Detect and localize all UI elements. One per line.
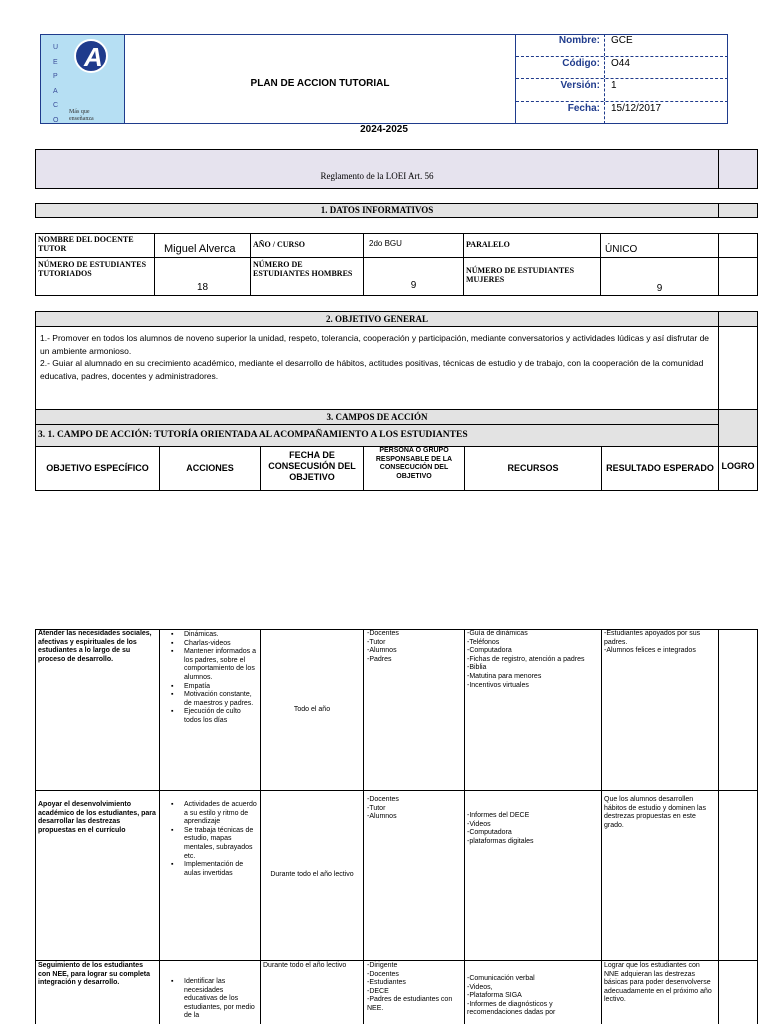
list-item: -Padres [367,655,392,663]
hombres-label: NÚMERO DE ESTUDIANTES HOMBRES [250,257,364,296]
table-row-acciones [159,960,261,1024]
column-header: PERSONA O GRUPO RESPONSABLE DE LA CONSECUCIÓN DEL OBJETIVO [363,446,465,491]
section3-side-cell [718,409,758,447]
tutorados-label: NÚMERO DE ESTUDIANTES TUTORIADOS [35,257,155,296]
list-item: -Docentes [367,970,399,978]
list-item: -Incentivos virtuales [467,681,529,689]
objetivo-general-box [35,326,719,410]
table-row-fecha: Durante todo el año lectivo [260,960,364,1024]
datos-side-cell [718,233,758,258]
list-item: -Comunicación verbal [467,975,535,982]
list-item: ▪ Actividades de acuerdo a su estilo y ritmo de aprendizaje [169,801,258,827]
table-row-recursos [464,960,602,1024]
meta-value: 1 [611,80,617,91]
logo-letter: C [53,102,59,109]
logo-letter: U [53,44,59,51]
list-item: ▪ Se trabaja técnicas de estudio, mapas mentales, subrayados etc. [169,827,258,861]
list-item: -Docentes [367,630,399,637]
table-row-acciones [159,790,261,961]
meta-label: Versión: [516,79,605,101]
table-row-acciones [159,629,261,791]
list-item: -plataformas digitales [467,837,534,845]
list-item: ▪ Mantener informados a los padres, sobre el comportamiento de los alumnos. [169,648,258,682]
table-row-objetivo: Apoyar el desenvolvimiento académico de los estudiantes, para desarrollar las destrezas propuestas en el currículo [35,790,160,961]
logo-letter: P [53,73,58,80]
list-item: -Fichas de registro, atención a padres [467,655,585,663]
section3-title: 3. CAMPOS DE ACCIÓN [35,409,719,425]
list-item: -Videos, [467,983,493,991]
list-item: -DECE [367,987,389,995]
list-item: -Estudiantes apoyados por sus padres. [604,630,701,646]
list-item: ▪ Dinámicas. [169,631,258,640]
list-item: -Estudiantes [367,979,406,987]
list-item: -Alumnos [367,813,397,821]
list-item: -Docentes [367,796,399,803]
column-header: RESULTADO ESPERADO [601,446,719,491]
paralelo-value: ÚNICO [600,233,719,258]
table-row-objetivo: Atender las necesidades sociales, afectivas y espirituales de los estudiantes a lo largo de su proceso de desarrollo. [35,629,160,791]
tutorados-value: 18 [154,257,251,296]
list-item: -Tutor [367,638,386,646]
table-row-responsables [363,960,465,1024]
regulation-side-cell [718,149,758,189]
table-row-recursos [464,790,602,961]
logo-letter: O [53,116,59,124]
school-logo [41,35,125,123]
table-row-responsables [363,790,465,961]
mujeres-label: NÚMERO DE ESTUDIANTES MUJERES [463,257,601,296]
list-item: -Alumnos [367,647,397,655]
logo-letters [53,41,58,128]
docente-value: Miguel Alverca [154,233,251,258]
list-item: -Computadora [467,647,512,655]
list-item: ▪ Charlas-videos [169,640,258,649]
section2-side-cell [718,326,758,410]
list-item: -Padres de estudiantes con NEE. [367,996,453,1012]
list-item: ▪ Empatía [169,683,258,692]
logo-emblem-icon: A [74,39,108,73]
plan-title: PLAN DE ACCION TUTORIAL [250,78,390,89]
meta-label: Fecha: [516,102,605,125]
column-header: OBJETIVO ESPECÍFICO [35,446,160,491]
table-row-fecha: Todo el año [260,629,364,791]
table-row-logro [718,960,758,1024]
list-item: Lograr que los estudiantes con NNE adquieran las destrezas básicas para poder desenvolverse adecuadamente en el próximo año lectivo. [604,962,712,1004]
logo-slogan: Más que enseñanza [69,109,94,122]
paralelo-label: PARALELO [463,233,601,258]
meta-label: Código: [516,57,605,79]
table-row-resultado [601,790,719,961]
list-item: -Plataforma SIGA [467,992,522,1000]
column-header: ACCIONES [159,446,261,491]
curso-label: AÑO / CURSO [250,233,364,258]
list-item: -Videos [467,820,491,828]
list-item: ▪ Identificar las necesidades educativas de los estudiantes, por medio de la [169,978,258,1021]
meta-row [516,102,728,125]
column-header: LOGRO [718,446,758,491]
meta-row [516,34,728,57]
mujeres-value: 9 [600,257,719,296]
list-item: -Dirigente [367,962,398,969]
datos-side-cell [718,257,758,296]
logo-letter: E [53,58,58,66]
docente-label: NOMBRE DEL DOCENTE TUTOR [35,233,155,258]
table-row-logro [718,790,758,961]
list-item: -Tutor [367,804,386,812]
list-item: ▪ Implementación de aulas invertidas [169,861,258,878]
list-item: -Biblia [467,664,487,672]
table-row-fecha: Durante todo el año lectivo [260,790,364,961]
table-row-resultado [601,629,719,791]
list-item: -Guía de dinámicas [467,630,528,637]
list-item: -Informes del DECE [467,812,530,819]
hombres-value: 9 [363,257,464,296]
document-meta [515,34,728,124]
school-year: 2024-2025 [360,124,408,135]
list-item: ▪ Motivación constante, de maestros y padres. [169,691,258,708]
section1-side-cell [718,203,758,218]
column-header: RECURSOS [464,446,602,491]
list-item: -Teléfonos [467,638,500,646]
section3-subtitle: 3. 1. CAMPO DE ACCIÓN: TUTORÍA ORIENTADA AL ACOMPAÑAMIENTO A LOS ESTUDIANTES [35,424,719,447]
table-row-logro [718,629,758,791]
table-row-responsables [363,629,465,791]
list-item: -Alumnos felices e integrados [604,647,696,655]
column-header: FECHA DE CONSECUSIÓN DEL OBJETIVO [260,446,364,491]
curso-value: 2do BGU [363,233,464,258]
meta-value: GCE [611,35,633,46]
list-item: Que los alumnos desarrollen hábitos de estudio y dominen las destrezas propuestas en este grado. [604,796,706,829]
meta-value: 15/12/2017 [611,102,662,114]
logo-letter: A [53,87,58,95]
table-row-resultado [601,960,719,1024]
meta-label: Nombre: [516,34,605,56]
meta-value: O44 [611,57,630,69]
section2-side-cell [718,311,758,327]
section2-title: 2. OBJETIVO GENERAL [35,311,719,327]
objetivo-general-p1: 1.- Promover en todos los alumnos de noveno superior la unidad, respeto, tolerancia, cooperación y participación, mediante conversatorios y actividades lúdicas y así disfrutar de un ambiente armonioso. [40,333,710,356]
section1-title: 1. DATOS INFORMATIVOS [35,203,719,218]
meta-row [516,57,728,80]
regulation-box: Reglamento de la LOEI Art. 56 [35,149,719,189]
table-row-objetivo: Seguimiento de los estudiantes con NEE, para lograr su completa integración y desarrollo. [35,960,160,1024]
list-item: -Matutina para menores [467,672,542,680]
list-item: ▪ Ejecución de culto todos los días [169,708,258,725]
meta-row [516,79,728,102]
list-item: -Informes de diagnósticos y recomendaciones dadas por [467,1000,556,1017]
table-row-recursos [464,629,602,791]
list-item: -Computadora [467,829,512,837]
objetivo-general-p2: 2.- Guiar al alumnado en su crecimiento académico, mediante el desarrollo de hábitos, actitudes positivas, técnicas de estudio y de trabajo, con la cooperación de la comunidad educativa, padres, docentes y administradores. [40,358,704,381]
